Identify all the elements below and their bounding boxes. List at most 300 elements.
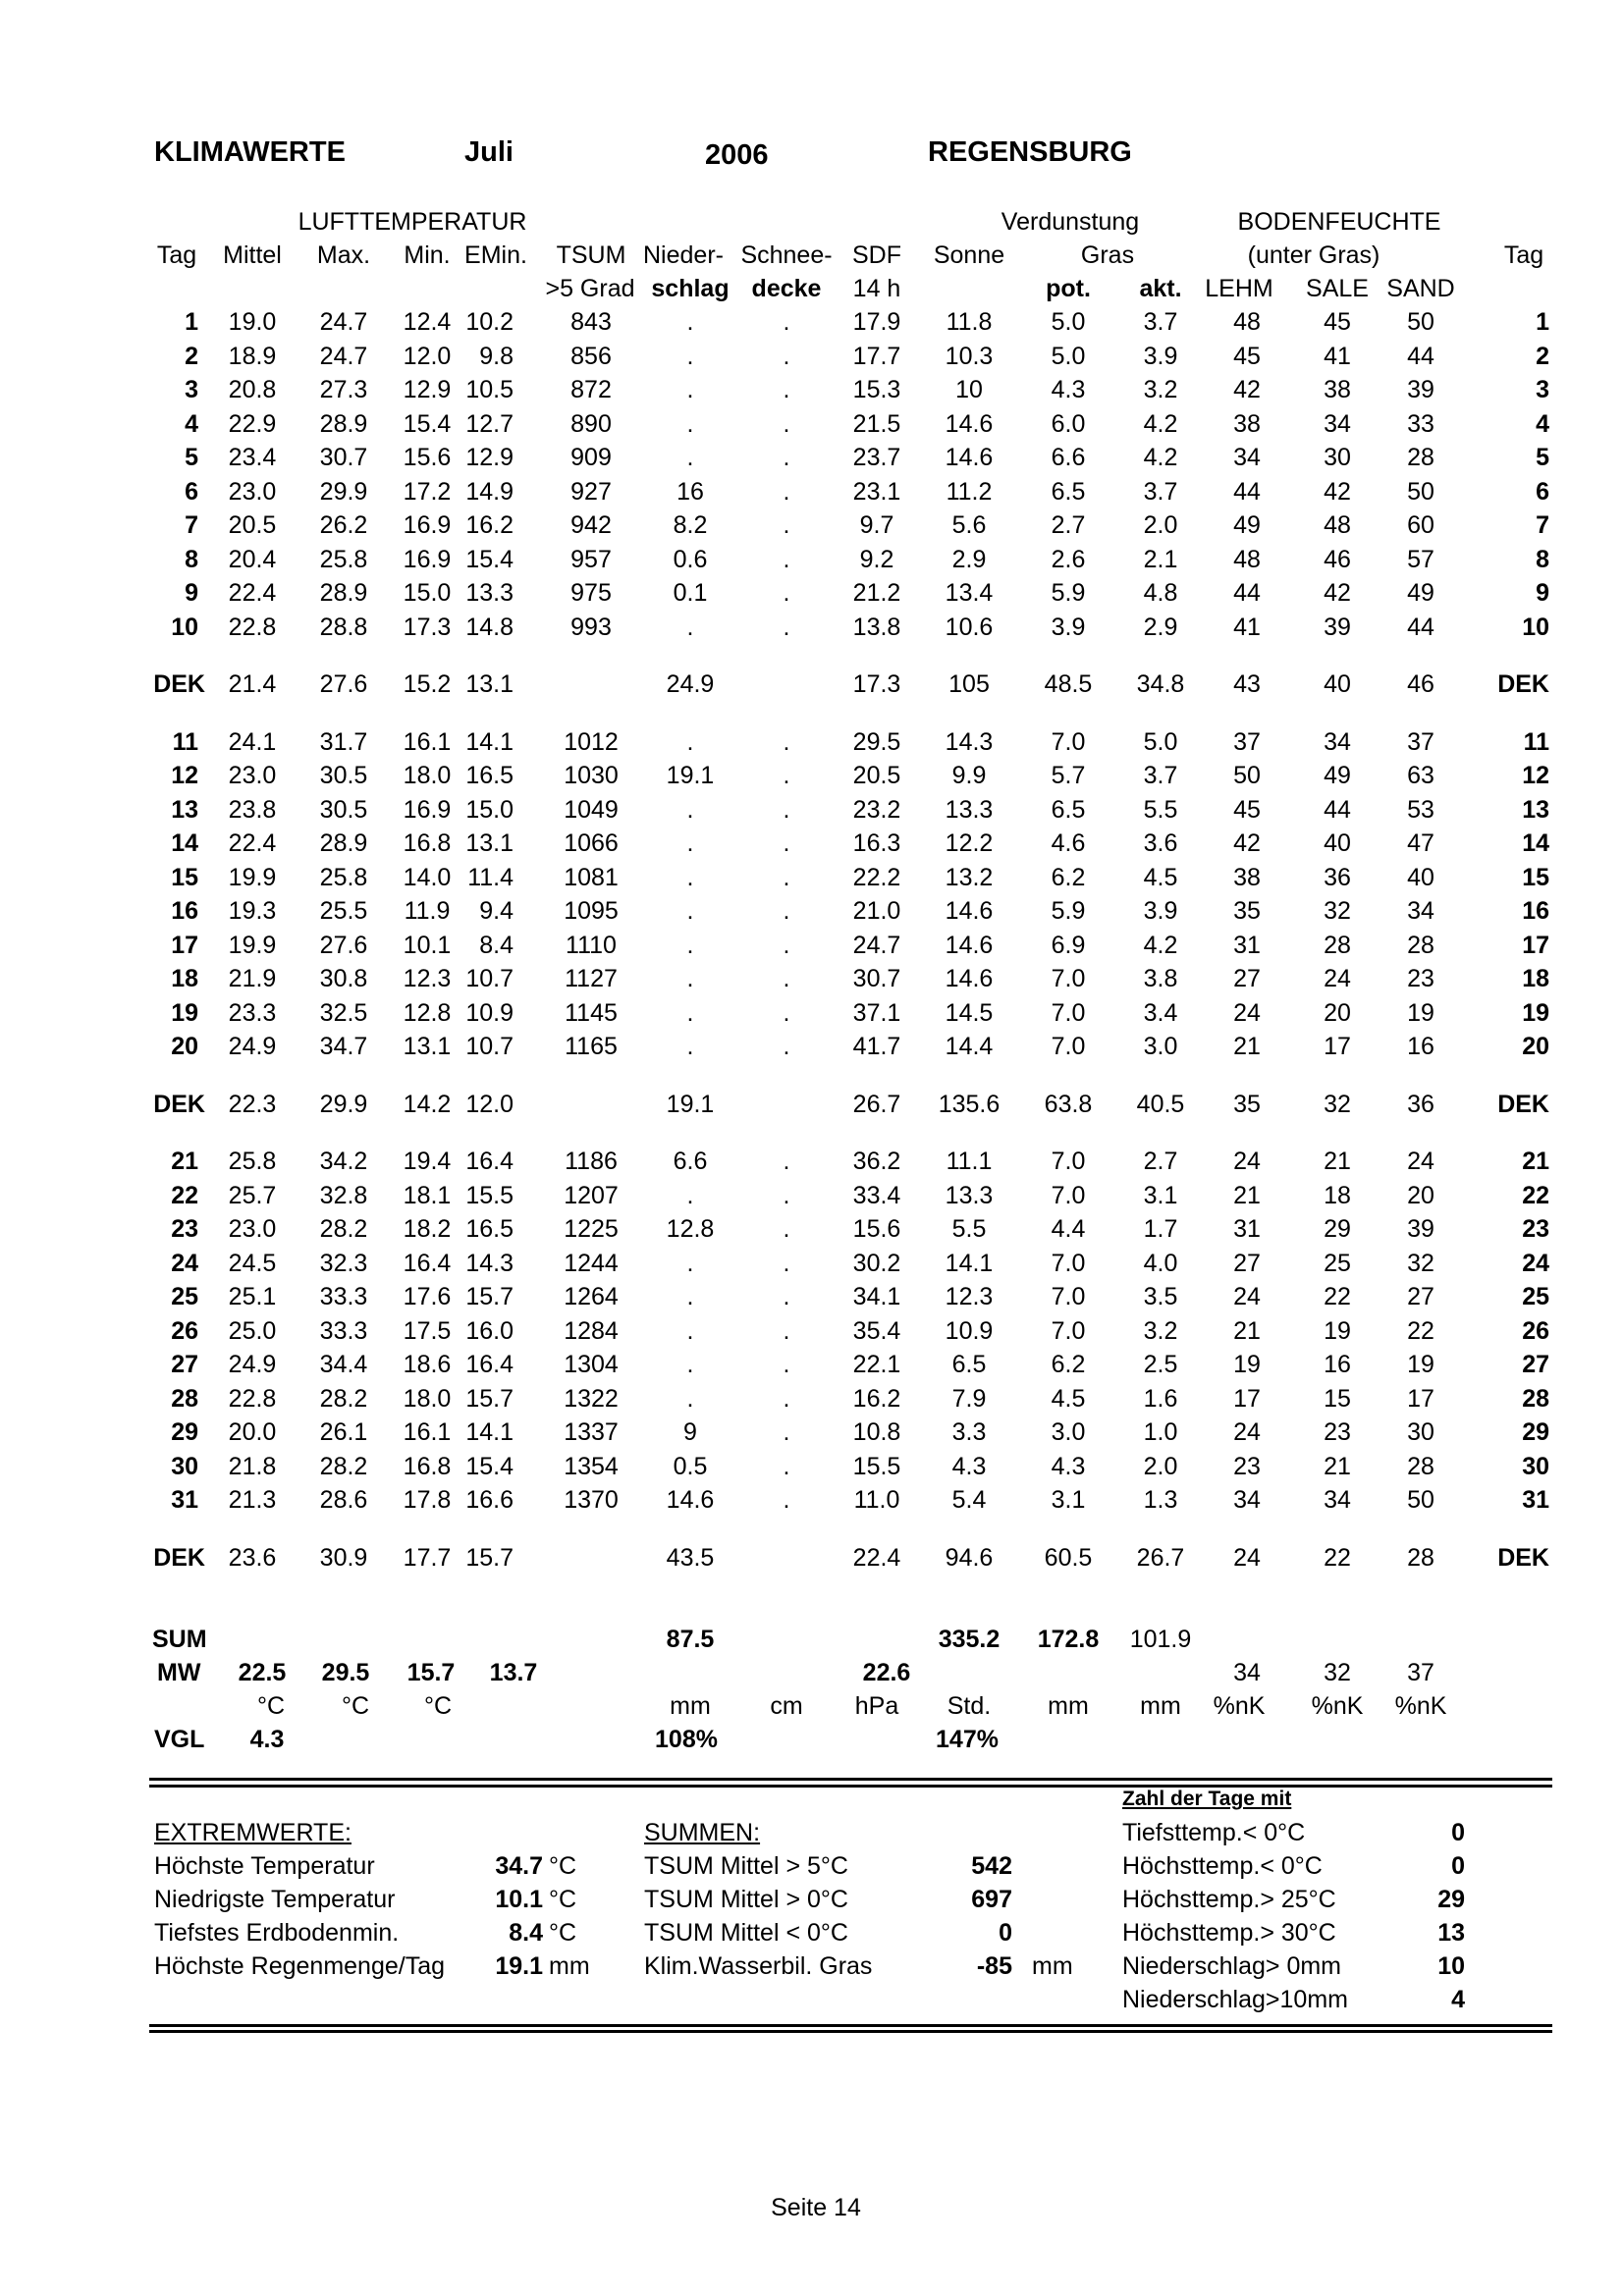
cell-sand: 40: [1407, 863, 1434, 891]
cell-sonne: 105: [948, 670, 990, 698]
cell-nieder: .: [686, 727, 694, 756]
cell-tag: 6: [185, 477, 198, 506]
cell-tsum: 1284: [564, 1316, 619, 1345]
cell-sonne: 3.3: [951, 1418, 987, 1446]
cell-lehm: 24: [1233, 1283, 1261, 1310]
cell-schnee: .: [783, 965, 790, 992]
cell-max: 34.4: [319, 1351, 368, 1378]
cell-nieder: 0.5: [673, 1452, 708, 1480]
cell-mittel: 22.9: [228, 409, 277, 438]
unit-min: °C: [423, 1692, 453, 1720]
cell-max: 29.9: [319, 477, 368, 506]
cell-tag: 25: [171, 1283, 198, 1310]
cell-sonne: 14.6: [945, 965, 994, 992]
cell-pot: 7.0: [1051, 998, 1086, 1027]
cell-sdf: 33.4: [852, 1181, 901, 1209]
summen-value: -85: [976, 1952, 1012, 1980]
cell-min: 12.9: [403, 376, 452, 403]
cell-tag: 26: [171, 1316, 198, 1345]
extremwerte-value: 8.4: [509, 1919, 543, 1947]
cell-nieder: .: [686, 965, 694, 992]
cell-mittel: 24.9: [228, 1351, 277, 1378]
cell-sdf: 16.3: [852, 829, 901, 857]
cell-sonne: 14.4: [945, 1033, 994, 1060]
cell-tag-right: DEK: [1497, 1090, 1549, 1118]
cell-emin: 9.8: [479, 342, 514, 370]
cell-schnee: .: [783, 795, 790, 824]
cell-mittel: 24.1: [228, 727, 277, 756]
cell-sonne: 6.5: [951, 1351, 987, 1378]
cell-sonne: 14.3: [945, 727, 994, 756]
cell-pot: 7.0: [1051, 1148, 1086, 1175]
cell-schnee: .: [783, 308, 790, 336]
cell-mittel: 21.4: [228, 670, 277, 698]
cell-tsum: 1322: [564, 1384, 619, 1413]
cell-sonne: 94.6: [945, 1543, 994, 1572]
cell-nieder: 9: [683, 1418, 697, 1446]
cell-sonne: 12.2: [945, 829, 994, 857]
cell-akt: 3.8: [1143, 965, 1178, 992]
cell-min: 15.6: [403, 444, 452, 471]
cell-mittel: 22.8: [228, 613, 277, 641]
tage-heading: Zahl der Tage mit: [1122, 1788, 1292, 1810]
cell-max: 33.3: [319, 1316, 368, 1345]
tage-label: Höchsttemp.< 0°C: [1122, 1852, 1323, 1880]
cell-tag: 31: [171, 1486, 198, 1514]
tage-label: Höchsttemp.> 25°C: [1122, 1886, 1336, 1913]
cell-lehm: 34: [1233, 1486, 1261, 1514]
cell-schnee: .: [783, 342, 790, 370]
cell-emin: 15.0: [465, 795, 514, 824]
cell-akt: 3.9: [1143, 342, 1178, 370]
cell-pot: 7.0: [1051, 965, 1086, 992]
cell-mittel: 25.0: [228, 1316, 277, 1345]
cell-akt: 1.0: [1143, 1418, 1178, 1446]
header-unter-gras: (unter Gras): [1247, 241, 1380, 269]
cell-sonne: 10.3: [945, 342, 994, 370]
mw-sale: 32: [1324, 1659, 1351, 1686]
cell-akt: 3.6: [1143, 829, 1178, 857]
tage-value: 13: [1437, 1919, 1465, 1947]
cell-lehm: 19: [1233, 1351, 1261, 1378]
report-station: REGENSBURG: [928, 136, 1132, 168]
cell-akt: 40.5: [1136, 1090, 1185, 1118]
tage-value: 4: [1451, 1986, 1465, 2013]
cell-tsum: 1207: [564, 1181, 619, 1209]
cell-mittel: 23.0: [228, 1215, 277, 1243]
cell-lehm: 31: [1233, 931, 1261, 959]
cell-mittel: 20.8: [228, 376, 277, 403]
cell-nieder: .: [686, 863, 694, 891]
cell-akt: 3.2: [1143, 1316, 1178, 1345]
cell-schnee: .: [783, 897, 790, 925]
cell-sale: 48: [1324, 511, 1351, 539]
cell-tag-right: DEK: [1497, 670, 1549, 698]
unit-lehm: %nK: [1213, 1692, 1266, 1720]
cell-nieder: 16: [676, 477, 704, 506]
cell-min: 11.9: [404, 897, 451, 925]
cell-tag-right: 14: [1522, 829, 1549, 857]
cell-akt: 2.5: [1143, 1351, 1178, 1378]
cell-pot: 7.0: [1051, 1283, 1086, 1310]
cell-tag: 16: [171, 897, 198, 925]
cell-pot: 7.0: [1051, 1033, 1086, 1060]
cell-sdf: 23.1: [852, 477, 901, 506]
cell-schnee: .: [783, 409, 790, 438]
cell-nieder: .: [686, 897, 694, 925]
extremwerte-label: Höchste Temperatur: [154, 1852, 375, 1880]
cell-lehm: 21: [1233, 1181, 1261, 1209]
cell-sand: 22: [1407, 1316, 1434, 1345]
cell-tag: 5: [185, 444, 198, 471]
cell-tag: 11: [172, 727, 198, 756]
cell-tag: 13: [171, 795, 198, 824]
cell-sale: 24: [1324, 965, 1351, 992]
cell-sand: 27: [1407, 1283, 1434, 1310]
cell-nieder: 8.2: [673, 511, 708, 539]
cell-mittel: 22.3: [228, 1090, 277, 1118]
cell-emin: 16.4: [465, 1351, 514, 1378]
cell-mittel: 22.8: [228, 1384, 277, 1413]
cell-tag-right: 28: [1522, 1384, 1549, 1413]
cell-nieder: .: [686, 931, 694, 959]
cell-emin: 14.1: [465, 1418, 514, 1446]
cell-max: 28.2: [319, 1384, 368, 1413]
cell-mittel: 19.0: [228, 308, 277, 336]
cell-sdf: 15.6: [852, 1215, 901, 1243]
cell-sale: 34: [1324, 727, 1351, 756]
cell-sonne: 13.4: [945, 579, 994, 607]
cell-lehm: 45: [1233, 342, 1261, 370]
cell-nieder: .: [686, 998, 694, 1027]
cell-sonne: 13.2: [945, 863, 994, 891]
rule-top-1: [149, 1778, 1552, 1781]
mw-min: 15.7: [406, 1659, 456, 1686]
cell-sale: 39: [1324, 613, 1351, 641]
cell-tag: DEK: [153, 670, 205, 698]
cell-sdf: 17.7: [852, 342, 901, 370]
header-sdf-sub: 14 h: [852, 275, 901, 302]
cell-min: 17.6: [403, 1283, 452, 1310]
cell-tag: 15: [171, 863, 198, 891]
cell-sonne: 9.9: [951, 762, 987, 789]
cell-pot: 3.1: [1051, 1486, 1086, 1514]
cell-sdf: 29.5: [852, 727, 901, 756]
cell-sale: 41: [1324, 342, 1351, 370]
cell-pot: 60.5: [1044, 1543, 1093, 1572]
cell-tag-right: 8: [1536, 545, 1549, 573]
tage-value: 0: [1451, 1852, 1465, 1880]
cell-sale: 23: [1324, 1418, 1351, 1446]
cell-min: 16.9: [403, 795, 452, 824]
cell-max: 32.5: [319, 998, 368, 1027]
cell-mittel: 18.9: [228, 342, 277, 370]
cell-mittel: 25.7: [228, 1181, 277, 1209]
cell-pot: 4.6: [1051, 829, 1086, 857]
cell-max: 30.8: [319, 965, 368, 992]
cell-mittel: 20.0: [228, 1418, 277, 1446]
cell-sand: 28: [1407, 444, 1434, 471]
cell-lehm: 24: [1233, 1148, 1261, 1175]
cell-tsum: 1127: [565, 965, 618, 992]
tage-label: Tiefsttemp.< 0°C: [1122, 1819, 1306, 1846]
cell-akt: 1.3: [1143, 1486, 1178, 1514]
header-tag-right: Tag: [1503, 241, 1544, 269]
cell-schnee: .: [783, 1384, 790, 1413]
cell-tag-right: 1: [1536, 308, 1549, 336]
cell-schnee: .: [783, 1215, 790, 1243]
cell-pot: 7.0: [1051, 727, 1086, 756]
cell-sdf: 30.7: [852, 965, 901, 992]
cell-schnee: .: [783, 511, 790, 539]
cell-sale: 25: [1324, 1249, 1351, 1277]
cell-tsum: 1095: [564, 897, 619, 925]
cell-emin: 12.7: [465, 409, 514, 438]
mw-lehm: 34: [1233, 1659, 1261, 1686]
sum-akt: 101.9: [1129, 1626, 1192, 1653]
tage-value: 0: [1451, 1819, 1465, 1846]
cell-max: 28.9: [319, 829, 368, 857]
cell-pot: 6.9: [1051, 931, 1086, 959]
cell-akt: 4.2: [1143, 409, 1178, 438]
extremwerte-label: Tiefstes Erdbodenmin.: [154, 1919, 400, 1947]
cell-schnee: .: [783, 863, 790, 891]
cell-mittel: 19.9: [228, 863, 277, 891]
cell-pot: 5.0: [1051, 308, 1086, 336]
cell-schnee: .: [783, 1181, 790, 1209]
header-mittel: Mittel: [223, 241, 282, 269]
mw-sdf: 22.6: [862, 1659, 911, 1686]
cell-tag: 1: [185, 308, 198, 336]
vgl-sonne: 147%: [936, 1726, 999, 1753]
cell-pot: 5.9: [1051, 897, 1086, 925]
vgl-nieder: 108%: [655, 1726, 718, 1753]
unit-sdf: hPa: [854, 1692, 899, 1720]
cell-max: 27.3: [319, 376, 368, 403]
cell-pot: 3.9: [1051, 613, 1086, 641]
cell-akt: 3.7: [1143, 762, 1178, 789]
cell-sonne: 11.2: [946, 477, 993, 506]
cell-akt: 2.7: [1143, 1148, 1178, 1175]
cell-tag-right: 16: [1522, 897, 1549, 925]
cell-emin: 9.4: [479, 897, 514, 925]
cell-lehm: 21: [1233, 1033, 1261, 1060]
cell-sand: 19: [1407, 998, 1434, 1027]
header-tag: Tag: [156, 241, 197, 269]
header-akt: akt.: [1139, 275, 1182, 302]
cell-pot: 63.8: [1044, 1090, 1093, 1118]
cell-sonne: 11.8: [946, 308, 993, 336]
cell-sdf: 11.0: [853, 1486, 900, 1514]
summen-value: 0: [999, 1919, 1012, 1947]
cell-tag: 22: [171, 1181, 198, 1209]
cell-tag: 17: [171, 931, 198, 959]
cell-emin: 14.3: [465, 1249, 514, 1277]
cell-tsum: 843: [570, 308, 612, 336]
cell-tag-right: 5: [1536, 444, 1549, 471]
cell-akt: 4.2: [1143, 444, 1178, 471]
cell-max: 28.2: [319, 1215, 368, 1243]
summen-label: TSUM Mittel < 0°C: [644, 1919, 848, 1947]
cell-tag: 9: [185, 579, 198, 607]
cell-sonne: 4.3: [951, 1452, 987, 1480]
cell-pot: 6.6: [1051, 444, 1086, 471]
cell-sale: 38: [1324, 376, 1351, 403]
cell-sale: 22: [1324, 1543, 1351, 1572]
cell-sdf: 36.2: [852, 1148, 901, 1175]
cell-tsum: 1049: [564, 795, 619, 824]
header-verdunstung: Verdunstung: [1001, 208, 1140, 236]
cell-nieder: 12.8: [666, 1215, 715, 1243]
cell-sand: 23: [1407, 965, 1434, 992]
cell-sale: 34: [1324, 1486, 1351, 1514]
cell-schnee: .: [783, 1418, 790, 1446]
cell-emin: 12.9: [465, 444, 514, 471]
cell-mittel: 21.9: [228, 965, 277, 992]
cell-sonne: 14.5: [945, 998, 994, 1027]
cell-pot: 4.3: [1051, 376, 1086, 403]
cell-max: 30.5: [319, 762, 368, 789]
sum-sonne: 335.2: [938, 1626, 1001, 1653]
mw-emin: 13.7: [489, 1659, 538, 1686]
cell-sonne: 14.6: [945, 409, 994, 438]
cell-emin: 16.2: [465, 511, 514, 539]
cell-schnee: .: [783, 1452, 790, 1480]
cell-min: 16.8: [403, 829, 452, 857]
cell-max: 31.7: [319, 727, 368, 756]
mw-label: MW: [157, 1659, 201, 1686]
cell-sonne: 12.3: [945, 1283, 994, 1310]
cell-emin: 13.3: [465, 579, 514, 607]
cell-lehm: 42: [1233, 829, 1261, 857]
cell-sdf: 16.2: [852, 1384, 901, 1413]
cell-lehm: 49: [1233, 511, 1261, 539]
cell-tag-right: 29: [1522, 1418, 1549, 1446]
cell-schnee: .: [783, 1486, 790, 1514]
cell-sdf: 15.5: [852, 1452, 901, 1480]
cell-tag-right: 3: [1536, 376, 1549, 403]
cell-sale: 46: [1324, 545, 1351, 573]
cell-sonne: 5.6: [951, 511, 987, 539]
cell-sale: 22: [1324, 1283, 1351, 1310]
cell-sdf: 34.1: [852, 1283, 901, 1310]
cell-lehm: 35: [1233, 1090, 1261, 1118]
cell-sdf: 15.3: [852, 376, 901, 403]
cell-pot: 7.0: [1051, 1249, 1086, 1277]
cell-nieder: .: [686, 308, 694, 336]
cell-tsum: 993: [570, 613, 612, 641]
cell-sonne: 5.4: [951, 1486, 987, 1514]
cell-sonne: 10.6: [945, 613, 994, 641]
cell-nieder: 19.1: [666, 1090, 715, 1118]
cell-tsum: 1225: [564, 1215, 619, 1243]
cell-tsum: 1186: [565, 1148, 618, 1175]
cell-max: 25.8: [319, 545, 368, 573]
cell-nieder: 14.6: [666, 1486, 715, 1514]
cell-tsum: 1145: [565, 998, 618, 1027]
cell-tsum: 1066: [564, 829, 619, 857]
cell-mittel: 19.3: [228, 897, 277, 925]
cell-tag: 24: [171, 1249, 198, 1277]
cell-pot: 2.7: [1051, 511, 1086, 539]
cell-nieder: 43.5: [666, 1543, 715, 1572]
cell-tag-right: 23: [1522, 1215, 1549, 1243]
cell-min: 18.0: [403, 1384, 452, 1413]
unit-sale: %nK: [1311, 1692, 1364, 1720]
sum-label: SUM: [152, 1626, 207, 1653]
unit-schnee: cm: [770, 1692, 803, 1720]
cell-sonne: 11.1: [946, 1148, 993, 1175]
cell-sale: 20: [1324, 998, 1351, 1027]
cell-akt: 3.7: [1143, 477, 1178, 506]
rule-top-2: [149, 1785, 1552, 1788]
sum-nieder: 87.5: [666, 1626, 715, 1653]
header-lufttemperatur: LUFTTEMPERATUR: [298, 208, 527, 236]
cell-min: 14.0: [403, 863, 452, 891]
cell-sand: 63: [1407, 762, 1434, 789]
cell-emin: 15.7: [465, 1384, 514, 1413]
cell-tag: 4: [185, 409, 198, 438]
cell-max: 25.8: [319, 863, 368, 891]
cell-nieder: .: [686, 376, 694, 403]
cell-tag: 30: [171, 1452, 198, 1480]
cell-sdf: 10.8: [852, 1418, 901, 1446]
cell-max: 30.5: [319, 795, 368, 824]
unit-akt: mm: [1140, 1692, 1181, 1720]
cell-tag-right: 21: [1522, 1148, 1549, 1175]
cell-min: 15.2: [403, 670, 452, 698]
cell-akt: 3.2: [1143, 376, 1178, 403]
cell-mittel: 25.1: [228, 1283, 277, 1310]
cell-emin: 15.5: [465, 1181, 514, 1209]
cell-lehm: 38: [1233, 409, 1261, 438]
cell-mittel: 24.5: [228, 1249, 277, 1277]
cell-tag: 20: [171, 1033, 198, 1060]
cell-sand: 39: [1407, 1215, 1434, 1243]
cell-nieder: .: [686, 613, 694, 641]
cell-schnee: .: [783, 1148, 790, 1175]
cell-sdf: 20.5: [852, 762, 901, 789]
cell-lehm: 27: [1233, 1249, 1261, 1277]
cell-tsum: 1165: [565, 1033, 618, 1060]
cell-tag-right: 26: [1522, 1316, 1549, 1345]
cell-tsum: 1081: [564, 863, 619, 891]
cell-nieder: .: [686, 1283, 694, 1310]
header-max: Max.: [316, 241, 371, 269]
cell-sand: 50: [1407, 308, 1434, 336]
cell-sand: 34: [1407, 897, 1434, 925]
cell-sale: 44: [1324, 795, 1351, 824]
cell-tsum: 942: [570, 511, 612, 539]
cell-tag-right: 25: [1522, 1283, 1549, 1310]
header-tsum-sub: >5 Grad: [545, 275, 635, 302]
cell-min: 17.2: [403, 477, 452, 506]
cell-sdf: 41.7: [852, 1033, 901, 1060]
cell-tsum: 1012: [564, 727, 619, 756]
cell-akt: 4.8: [1143, 579, 1178, 607]
cell-schnee: .: [783, 444, 790, 471]
cell-sale: 32: [1324, 897, 1351, 925]
cell-schnee: .: [783, 998, 790, 1027]
cell-emin: 13.1: [465, 670, 514, 698]
cell-min: 15.0: [403, 579, 452, 607]
cell-max: 26.2: [319, 511, 368, 539]
cell-emin: 16.5: [465, 1215, 514, 1243]
cell-sand: 24: [1407, 1148, 1434, 1175]
cell-sand: 19: [1407, 1351, 1434, 1378]
cell-sonne: 10: [955, 376, 983, 403]
cell-sdf: 23.2: [852, 795, 901, 824]
